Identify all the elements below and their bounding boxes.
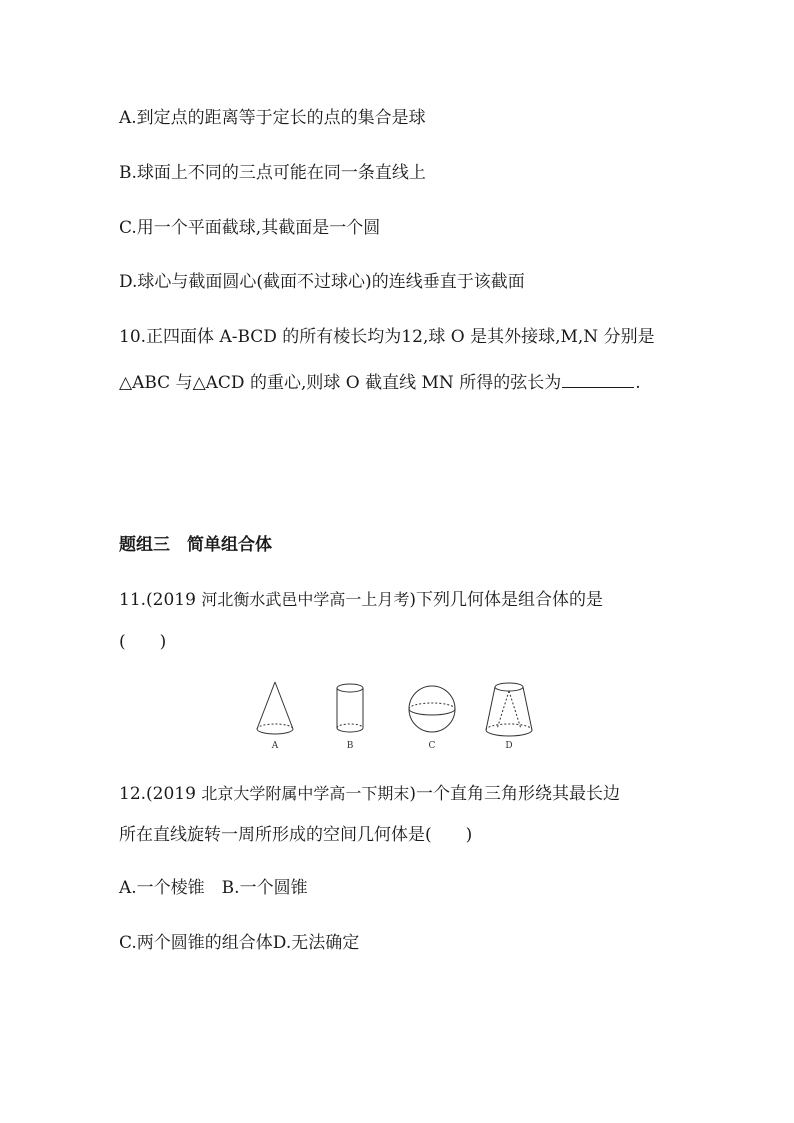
frustum-with-cone-shape (486, 683, 532, 736)
label-b: B (346, 741, 354, 751)
q9-option-a: A.到定点的距离等于定长的点的集合是球 (119, 108, 426, 128)
label-a: A (271, 741, 279, 751)
answer-blank (562, 371, 634, 388)
q12-number: 12.(2019 (119, 784, 196, 804)
q9-option-d: D.球心与截面圆心(截面不过球心)的连线垂直于该截面 (119, 272, 525, 292)
q10-text: △ABC 与△ACD 的重心,则球 O 截直线 MN 所得的弦长为 (119, 373, 562, 393)
q12-options-cd: C.两个圆锥的组合体D.无法确定 (119, 933, 360, 953)
q9-option-c: C.用一个平面截球,其截面是一个圆 (119, 218, 381, 238)
label-c: C (428, 741, 436, 751)
cone-shape (257, 682, 293, 734)
q10-line-2 (119, 371, 641, 394)
q10-period: . (635, 373, 641, 393)
sphere-shape (409, 686, 455, 732)
q12-stem: )一个直角三角形绕其最长边 (409, 784, 620, 804)
solids-figure-svg (250, 676, 550, 756)
q11-line-1 (119, 589, 603, 611)
q11-stem: )下列几何体是组合体的是 (409, 590, 603, 610)
q12-line-2: 所在直线旋转一周所形成的空间几何体是( ) (119, 825, 473, 845)
label-d: D (505, 741, 513, 751)
q12-options-ab: A.一个棱锥 B.一个圆锥 (119, 878, 308, 898)
cylinder-shape (337, 684, 363, 732)
q9-option-b: B.球面上不同的三点可能在同一条直线上 (119, 163, 426, 183)
q11-source: 河北衡水武邑中学高一上月考 (201, 590, 410, 609)
q12-source: 北京大学附属中学高一下期末 (201, 784, 410, 803)
q11-answer-bracket: ( ) (119, 632, 167, 652)
q10-line-1: 10.正四面体 A-BCD 的所有棱长均为12,球 O 是其外接球,M,N 分别是 (119, 327, 655, 347)
q11-number: 11.(2019 (119, 590, 196, 610)
q12-line-1 (119, 783, 620, 805)
solids-figure (250, 676, 550, 756)
section-title: 题组三 简单组合体 (119, 535, 272, 555)
